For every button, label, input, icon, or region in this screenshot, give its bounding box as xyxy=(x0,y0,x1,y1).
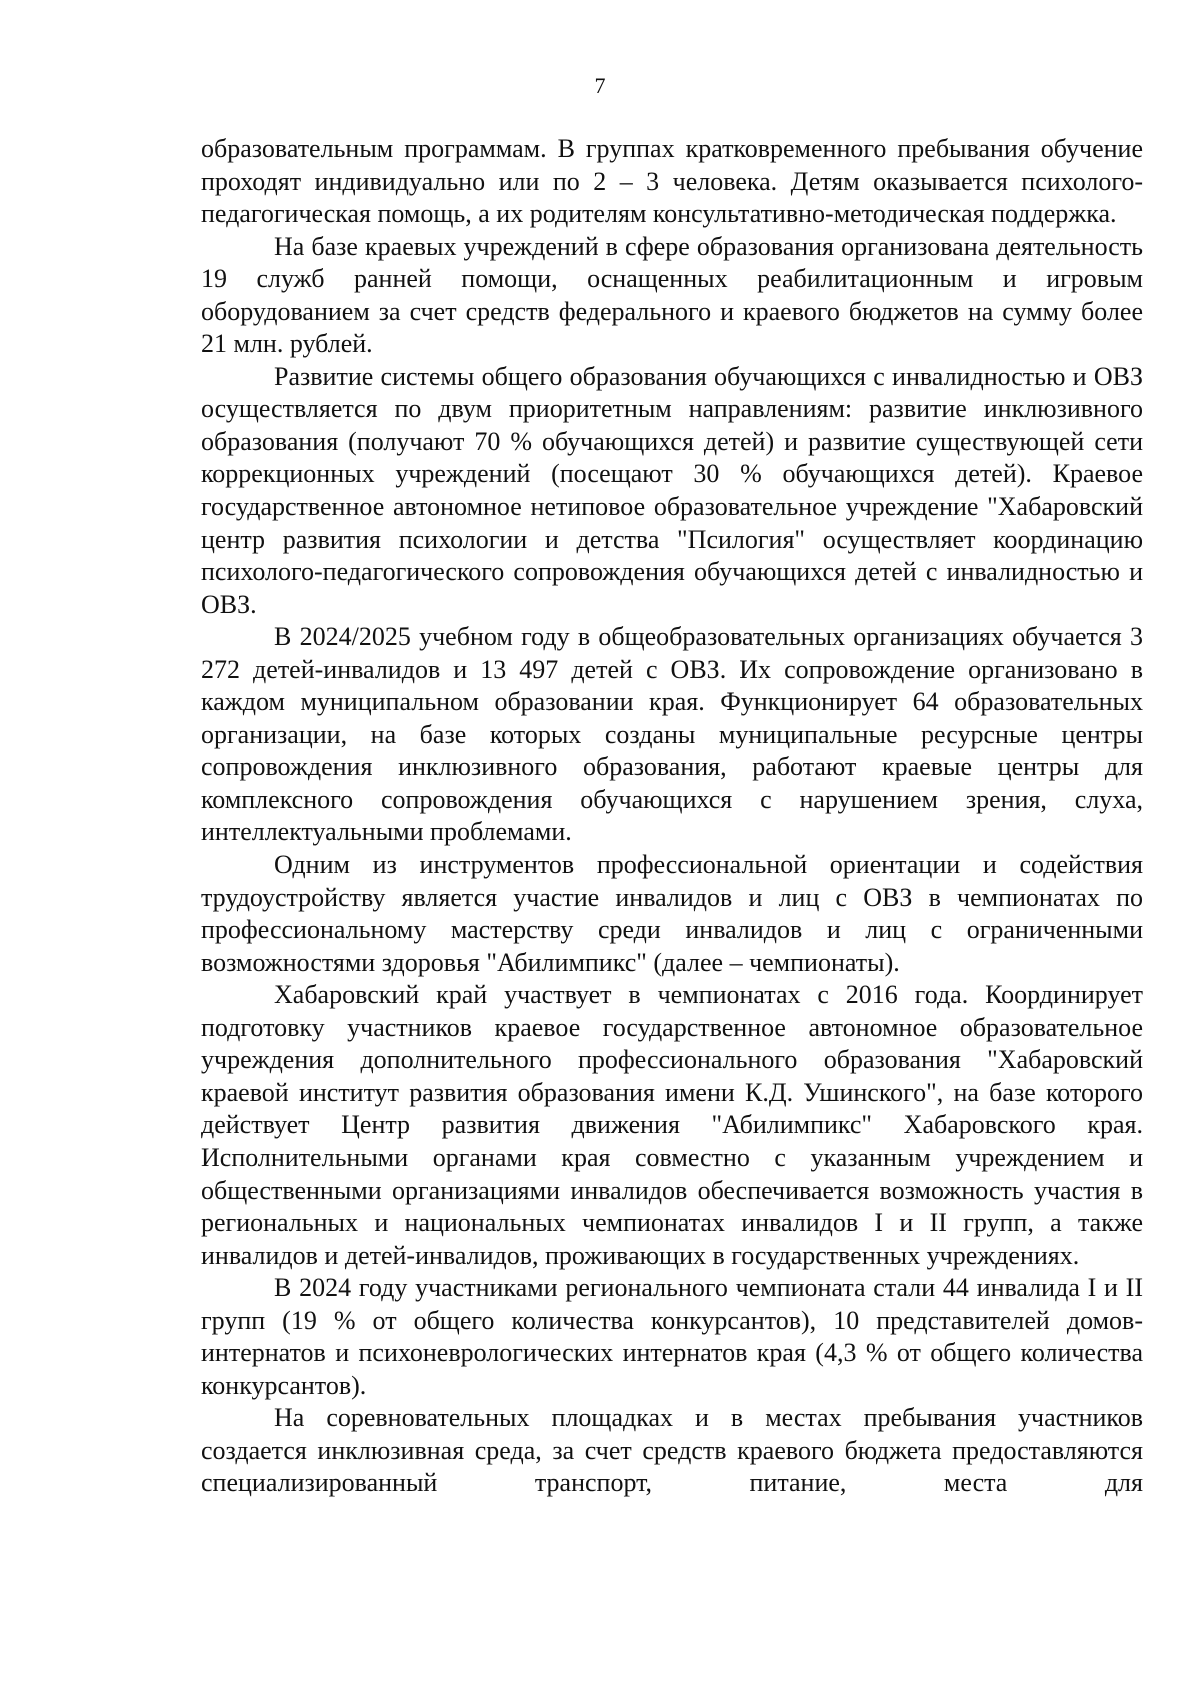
paragraph-early-help-services: На базе краевых учреждений в сфере образования организована деятельность 19 служб ранней помощи, оснащенных реабилитационным и игровым оборудованием за счет средств федерального и краевого бюджетов на сумму более 21 млн. рублей. xyxy=(201,231,1143,359)
paragraph-2024-participants: В 2024 году участниками регионального чемпионата стали 44 инвалида I и II групп (19 % от общего количества конкурсантов), 10 представителей домов-интернатов и психоневрологических интернатов края (4,3 % от общего количества конкурсантов). xyxy=(201,1273,1143,1400)
page-number: 7 xyxy=(594,73,606,98)
paragraph-continuation: образовательным программам. В группах кратковременного пребывания обучение проходят индивидуально или по 2 – 3 человека. Детям оказывается психолого-педагогическая помощь, а их родителям консультативно-методическая поддержка. xyxy=(201,134,1143,229)
paragraph-inclusive-environment: На соревновательных площадках и в местах пребывания участников создается инклюзивная среда, за счет средств краевого бюджета предоставляются специализированный транспорт, питание, места для xyxy=(201,1403,1143,1498)
paragraph-abilympics-intro: Одним из инструментов профессиональной ориентации и содействия трудоустройству является участие инвалидов и лиц с ОВЗ в чемпионатах по профессиональному мастерству среди инвалидов и лиц с ограниченными возможностями здоровья "Абилимпикс" (далее – чемпионаты). xyxy=(201,850,1143,977)
paragraph-abilympics-region: Хабаровский край участвует в чемпионатах с 2016 года. Координирует подготовку участников краевое государственное автономное образовательное учреждения дополнительного профессионального образования "Хабаровский краевой институт развития образования имени К.Д. Ушинского", на базе которого действует Центр развития движения "Абилимпикс" Хабаровского края. Исполнительными органами края совместно с указанным учреждением и общественными организациями инвалидов обеспечивается возможность участия в региональных и национальных чемпионатах инвалидов I и II групп, а также инвалидов и детей-инвалидов, проживающих в государственных учреждениях. xyxy=(201,980,1143,1270)
paragraph-school-year-statistics: В 2024/2025 учебном году в общеобразовательных организациях обучается 3 272 детей-инвалидов и 13 497 детей с ОВЗ. Их сопровождение организовано в каждом муниципальном образовании края. Функционирует 64 образовательных организации, на базе которых созданы муниципальные ресурсные центры сопровождения инклюзивного образования, работают краевые центры для комплексного сопровождения обучающихся с нарушением зрения, слуха, интеллектуальными проблемами. xyxy=(201,622,1143,847)
document-body xyxy=(201,133,1143,1500)
paragraph-general-education: Развитие системы общего образования обучающихся с инвалидностью и ОВЗ осуществляется по двум приоритетным направлениям: развитие инклюзивного образования (получают 70 % обучающихся детей) и развитие существующей сети коррекционных учреждений (посещают 30 % обучающихся детей). Краевое государственное автономное нетиповое образовательное учреждение "Хабаровский центр развития психологии и детства "Псилогия" осуществляет координацию психолого-педагогического сопровождения обучающихся детей с инвалидностью и ОВЗ. xyxy=(201,361,1143,619)
